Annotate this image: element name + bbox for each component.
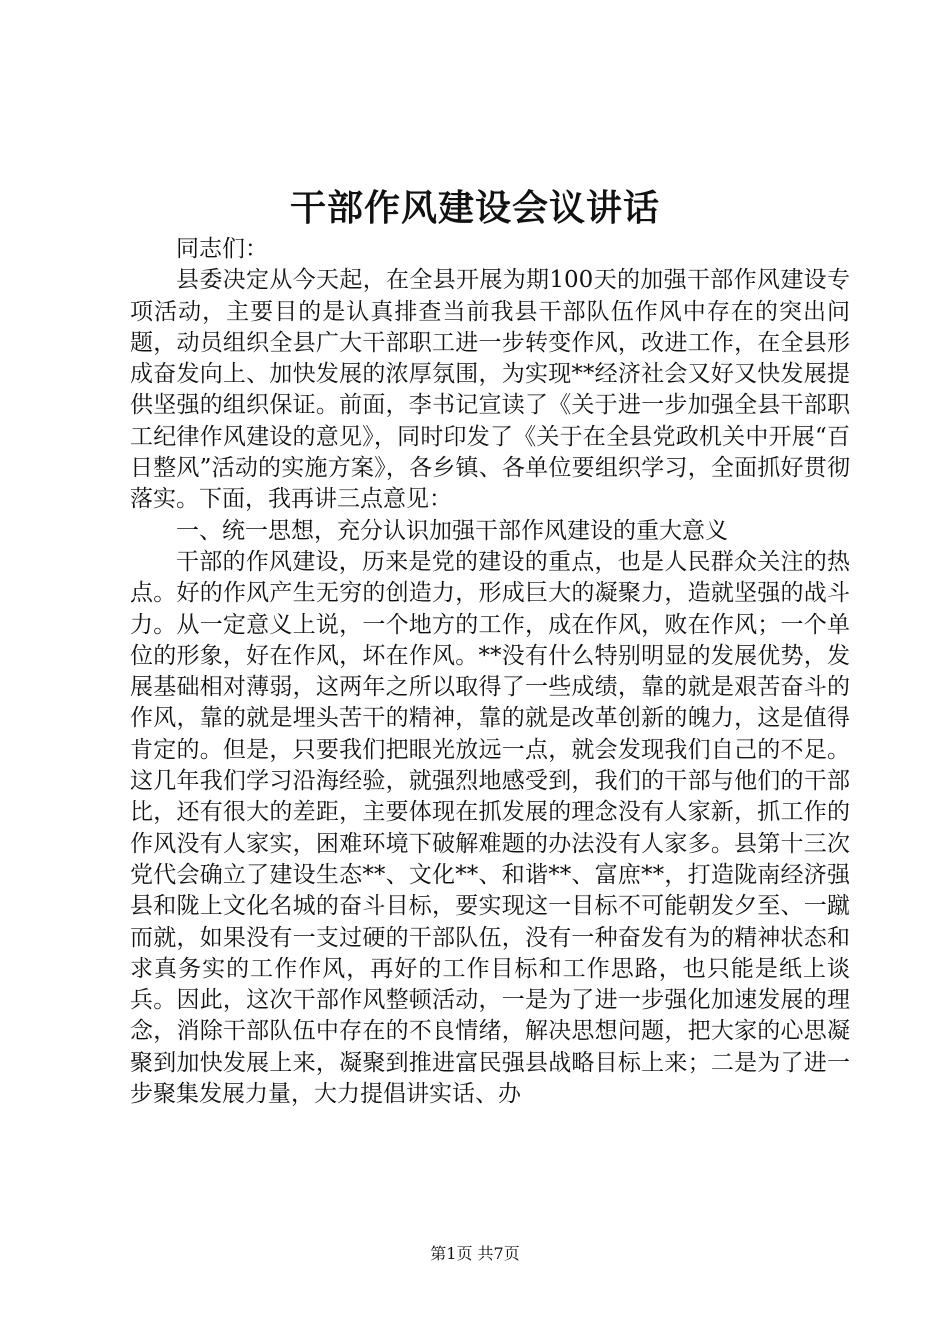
document-title: 干部作风建设会议讲话 bbox=[289, 187, 660, 229]
page-footer: 第1页 共7页 bbox=[430, 1244, 520, 1263]
body-paragraph: 干部的作风建设，历来是党的建设的重点，也是人民群众关注的热点。好的作风产生无穷的创造力，形成巨大的凝聚力，造就坚强的战斗力。从一定意义上说，一个地方的工作，成在作风，败在作风；一个单位的形象，好在作风，坏在作风。**没有什么特别明显的发展优势，发展基础相对薄弱，这两年之所以取得了一些成绩，靠的就是艰苦奋斗的作风，靠的就是埋头苦干的精神，靠的就是改革创新的魄力，这是值得肯定的。但是，只要我们把眼光放远一点，就会发现我们自己的不足。这几年我们学习沿海经验，就强烈地感受到，我们的干部与他们的干部比，还有很大的差距，主要体现在抓发展的理念没有人家新，抓工作的作风没有人家实，困难环境下破解难题的办法没有人家多。县第十三次党代会确立了建设生态**、文化**、和谐**、富庶**，打造陇南经济强县和陇上文化名城的奋斗目标，要实现这一目标不可能朝发夕至、一蹴而就，如果没有一支过硬的干部队伍，没有一种奋发有为的精神状态和求真务实的工作作风，再好的工作目标和工作思路，也只能是纸上谈兵。因此，这次干部作风整顿活动，一是为了进一步强化加速发展的理念，消除干部队伍中存在的不良情绪，解决思想问题，把大家的心思凝聚到加快发展上来，凝聚到推进富民强县战略目标上来；二是为了进一步聚集发展力量，大力提倡讲实话、办 bbox=[130, 548, 850, 1108]
section-heading: 一、统一思想，充分认识加强干部作风建设的重大意义 bbox=[176, 517, 728, 544]
salutation-paragraph: 同志们： bbox=[176, 236, 268, 262]
intro-paragraph: 县委决定从今天起，在全县开展为期100天的加强干部作风建设专项活动，主要目的是认真排查当前我县干部队伍作风中存在的突出问题，动员组织全县广大干部职工进一步转变作风，改进工作，在全县形成奋发向上、加快发展的浓厚氛围，为实现**经济社会又好又快发展提供坚强的组织保证。前面，李书记宣读了《关于进一步加强全县干部职工纪律作风建设的意见》，同时印发了《关于在全县党政机关中开展“百日整风”活动的实施方案》，各乡镇、各单位要组织学习，全面抓好贯彻落实。下面，我再讲三点意见： bbox=[130, 267, 850, 513]
document-body bbox=[130, 234, 850, 1110]
